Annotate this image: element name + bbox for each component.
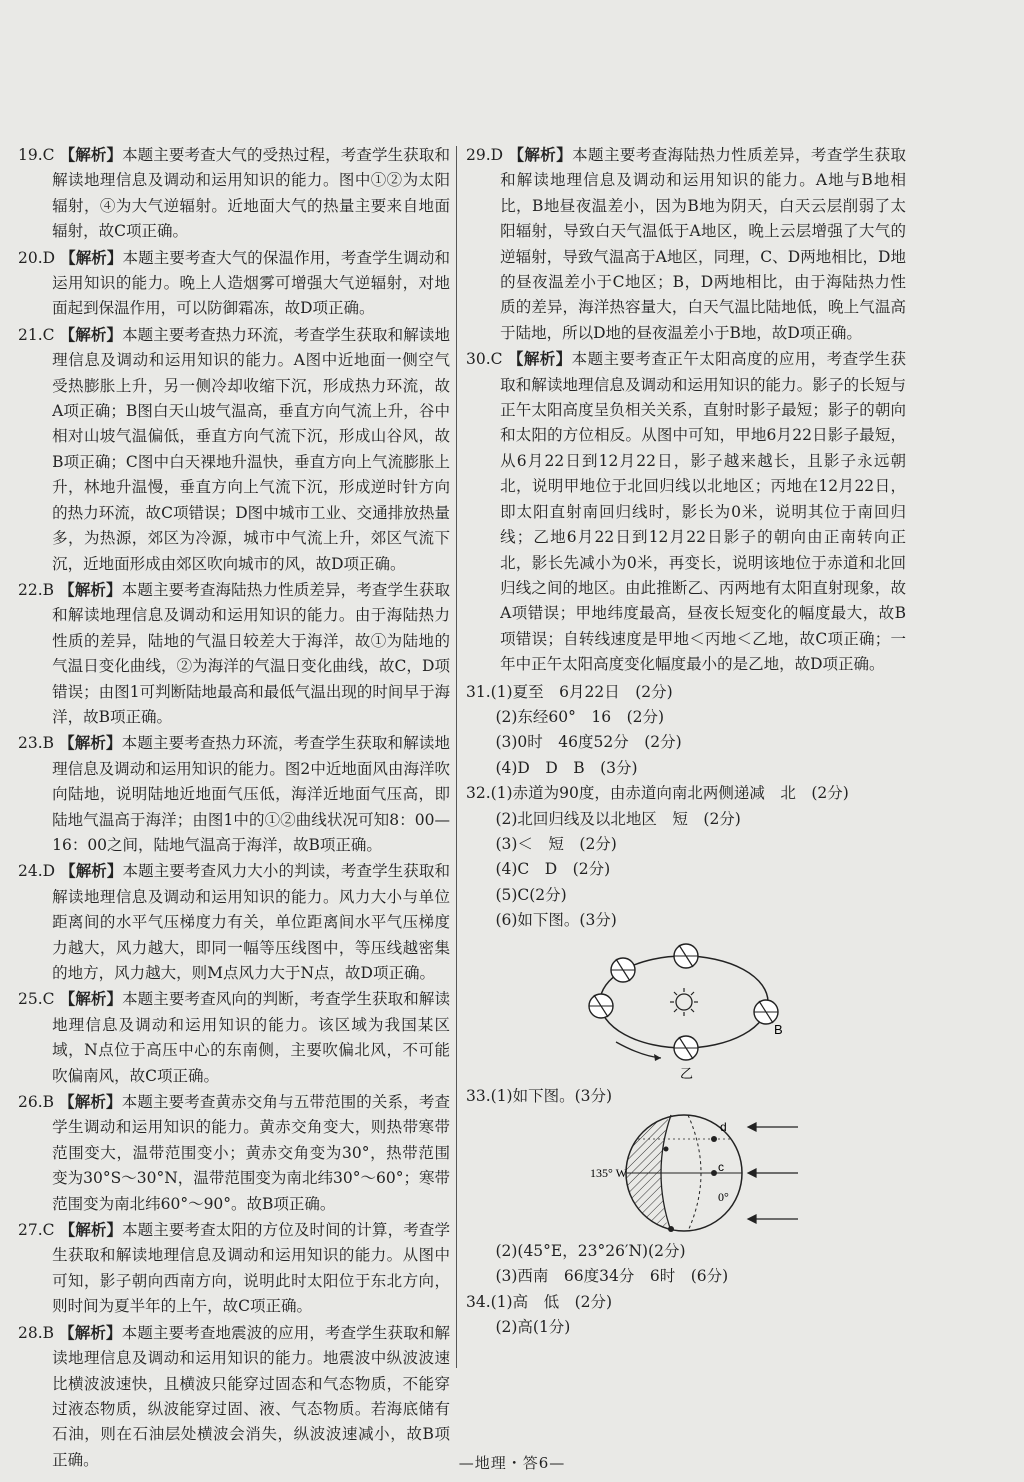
right-answer-list bbox=[466, 142, 906, 678]
column-divider bbox=[456, 146, 457, 1368]
answer-line: (4)C D (2分) bbox=[495, 860, 611, 879]
left-column bbox=[18, 142, 450, 1473]
question-number: 27.C bbox=[18, 1221, 55, 1240]
answer-item bbox=[18, 986, 450, 1089]
answer-32 bbox=[466, 781, 906, 933]
question-number: 29.D bbox=[466, 146, 504, 164]
answer-line: (2)(45°E，23°26′N)(2分) bbox=[495, 1242, 686, 1260]
sun-icon bbox=[670, 988, 698, 1016]
label-135w: 135° W bbox=[590, 1166, 627, 1180]
answer-item bbox=[18, 730, 450, 858]
analysis-text: 本题主要考查热力环流，考查学生获取和解读地理信息及调动和运用知识的能力。图2中近地面风由海洋吹向陆地，说明陆地近地面气压低，海洋近地面气压高，即陆地气温高于海洋；由图1中的①②曲线状况可知8：00—16：00之间，陆地气温高于海洋，故B项正确。 bbox=[52, 734, 450, 854]
earth-position-top-left-icon bbox=[611, 958, 635, 982]
answer-item bbox=[18, 1320, 450, 1473]
analysis-tag: 【解析】 bbox=[59, 1322, 122, 1342]
analysis-text: 本题主要考查风向的判断，考查学生获取和解读地理信息及调动和运用知识的能力。该区域为我国某区域，N点位于高压中心的东南侧，主要吹偏北风，不可能吹偏南风，故C项正确。 bbox=[52, 990, 450, 1085]
analysis-tag: 【解析】 bbox=[59, 733, 122, 753]
analysis-tag: 【解析】 bbox=[59, 1220, 123, 1240]
page-footer: —地理・答6— bbox=[458, 1454, 566, 1472]
answer-line: 32.(1)赤道为90度，由赤道向南北两侧递减 北 (2分) bbox=[466, 784, 849, 803]
analysis-tag: 【解析】 bbox=[59, 145, 123, 164]
analysis-tag: 【解析】 bbox=[59, 324, 123, 344]
answer-line: (2)北回归线及以北地区 短 (2分) bbox=[495, 809, 741, 828]
answer-line: (5)C(2分) bbox=[495, 885, 567, 904]
answer-line: 34.(1)高 低 (2分) bbox=[466, 1292, 613, 1311]
answer-item bbox=[466, 142, 906, 346]
answer-item bbox=[18, 322, 450, 577]
answer-line: (6)如下图。(3分) bbox=[495, 911, 617, 930]
left-answer-list bbox=[18, 142, 450, 1473]
analysis-text: 本题主要考查正午太阳高度的应用，考查学生获取和解读地理信息及调动和运用知识的能力。影子的长短与正午太阳高度呈负相关关系，直射时影子最短；影子的朝向和太阳的方位相反。从图中可知，甲地6月22日影子最短，从6月22日到12月22日，影子越来越长，且影子永远朝北，说明甲地位于北回归线以北地区；丙地在12月22日，即太阳直射南回归线时，影长为0米，说明其位于南回归线；乙地6月22日到12月22日影子的朝向由正南转向正北，影长先减小为0米，再变长，说明该地位于赤道和北回归线之间的地区。由此推断乙、丙两地有太阳直射现象，故A项错误；甲地纬度最高，昼夜长短变化的幅度最大，故B项错误；自转线速度是甲地＜丙地＜乙地，故C项正确；一年中正午太阳高度变化幅度最小的是乙地，故D项正确。 bbox=[500, 350, 906, 674]
analysis-tag: 【解析】 bbox=[60, 861, 123, 881]
label-d: d bbox=[720, 1120, 727, 1134]
answer-33-part2 bbox=[466, 1239, 906, 1290]
answer-31 bbox=[466, 680, 906, 782]
analysis-text: 本题主要考查海陆热力性质差异，考查学生获取和解读地理信息及调动和运用知识的能力。由于海陆热力性质的差异，陆地的气温日较差大于海洋，故①为陆地的气温日变化曲线，②为海洋的气温日变化曲线，故C，D项错误；由图1可判断陆地最高和最低气温出现的时间早于海洋，故B项正确。 bbox=[52, 580, 450, 726]
earth-position-yi-icon bbox=[674, 1036, 698, 1060]
earth-position-b-icon bbox=[754, 1000, 778, 1024]
analysis-tag: 【解析】 bbox=[59, 989, 123, 1009]
right-column bbox=[466, 142, 906, 1341]
analysis-text: 本题主要考查大气的保温作用，考查学生调动和运用知识的能力。晚上人造烟雾可增强大气逆辐射，对地面起到保温作用，可以防御霜冻，故D项正确。 bbox=[52, 248, 450, 318]
answer-line: 33.(1)如下图。(3分) bbox=[466, 1086, 613, 1105]
analysis-tag: 【解析】 bbox=[59, 1092, 122, 1112]
answer-line: (3)＜ 短 (2分) bbox=[495, 834, 617, 853]
answer-line: (4)D D B (3分) bbox=[495, 758, 638, 777]
answer-item bbox=[18, 142, 450, 245]
answer-line: 31.(1)夏至 6月22日 (2分) bbox=[466, 682, 673, 701]
question-number: 28.B bbox=[18, 1323, 55, 1342]
answer-item bbox=[18, 1217, 450, 1320]
analysis-tag: 【解析】 bbox=[60, 247, 123, 267]
globe-figure bbox=[466, 1109, 906, 1239]
answer-line: (3)0时 46度52分 (2分) bbox=[495, 733, 682, 752]
question-number: 24.D bbox=[18, 862, 56, 881]
answer-line: (2)高(1分) bbox=[495, 1318, 571, 1337]
question-number: 20.D bbox=[18, 248, 56, 267]
answer-line: (2)东经60° 16 (2分) bbox=[495, 707, 665, 726]
question-number: 19.C bbox=[18, 146, 55, 164]
analysis-text: 本题主要考查地震波的应用，考查学生获取和解读地理信息及调动和运用知识的能力。地震波中纵波波速比横波波速快，且横波只能穿过固态和气态物质，不能穿过液态物质，纵波能穿过固、液、气态物质。若海底储有石油，则在石油层处横波会消失，纵波波速减小，故B项正确。 bbox=[52, 1323, 450, 1469]
answer-item bbox=[18, 858, 450, 986]
analysis-tag: 【解析】 bbox=[508, 145, 573, 164]
answer-34 bbox=[466, 1290, 906, 1341]
orbit-diagram bbox=[466, 934, 906, 1084]
earth-position-left-icon bbox=[589, 994, 613, 1018]
analysis-tag: 【解析】 bbox=[59, 579, 122, 599]
label-b: B bbox=[774, 1021, 783, 1037]
question-number: 23.B bbox=[18, 734, 55, 753]
globe-diagram bbox=[466, 1109, 906, 1239]
answer-item bbox=[18, 1089, 450, 1217]
question-number: 30.C bbox=[466, 350, 503, 369]
analysis-tag: 【解析】 bbox=[507, 349, 572, 369]
answer-item bbox=[18, 577, 450, 730]
earth-orbit-figure bbox=[466, 934, 906, 1084]
sunlight-arrows-icon bbox=[748, 1123, 798, 1223]
answer-item bbox=[466, 346, 906, 677]
label-0: 0° bbox=[718, 1190, 729, 1204]
earth-position-top-right-icon bbox=[674, 944, 698, 968]
analysis-text: 本题主要考查太阳的方位及时间的计算，考查学生获取和解读地理信息及调动和运用知识的能力。从图中可知，影子朝向西南方向，说明此时太阳位于东北方向，则时间为夏半年的上午，故C项正确。 bbox=[52, 1221, 450, 1316]
question-number: 25.C bbox=[18, 990, 55, 1009]
question-number: 26.B bbox=[18, 1093, 55, 1112]
analysis-text: 本题主要考查海陆热力性质差异，考查学生获取和解读地理信息及调动和运用知识的能力。A地与B地相比，B地昼夜温差小，因为B地为阴天，白天云层削弱了太阳辐射，导致白天气温低于A地区，晚上云层增强了大气的逆辐射，导致气温高于A地区，同理，C、D两地相比，D地的昼夜温差小于C地区；B，D两地相比，由于海陆热力性质的差异，海洋热容量大，白天气温比陆地低，晚上气温高于陆地，所以D地的昼夜温差小于B地，故D项正确。 bbox=[500, 146, 906, 342]
analysis-text: 本题主要考查黄赤交角与五带范围的关系，考查学生调动和运用知识的能力。黄赤交角变大，则热带寒带范围变大，温带范围变小；黄赤交角变为30°，热带范围变为30°S～30°N，温带范围变为南北纬30°～60°；寒带范围变为南北纬60°～90°。故B项正确。 bbox=[52, 1093, 450, 1213]
analysis-text: 本题主要考查热力环流，考查学生获取和解读地理信息及调动和运用知识的能力。A图中近地面一侧空气受热膨胀上升，另一侧冷却收缩下沉，形成热力环流，故A项正确；B图白天山坡气温高，垂直方向气流上升，谷中相对山坡气温偏低，垂直方向气流下沉，形成山谷风，故B项正确；C图中白天裸地升温快，垂直方向上气流膨胀上升，林地升温慢，垂直方向上气流下沉，形成逆时针方向的热力环流，故C项错误；D图中城市工业、交通排放热量多，为热源，郊区为冷源，城市中气流上升，郊区气流下沉，近地面形成由郊区吹向城市的风，故D项正确。 bbox=[52, 325, 450, 573]
answer-line: (3)西南 66度34分 6时 (6分) bbox=[495, 1267, 729, 1286]
answer-item bbox=[18, 245, 450, 322]
label-yi: 乙 bbox=[680, 1065, 694, 1081]
label-c: c bbox=[718, 1160, 724, 1174]
answer-33-part1 bbox=[466, 1084, 906, 1109]
analysis-text: 本题主要考查大气的受热过程，考查学生获取和解读地理信息及调动和运用知识的能力。图中①②为太阳辐射，④为大气逆辐射。近地面大气的热量主要来自地面辐射，故C项正确。 bbox=[52, 146, 450, 241]
question-number: 21.C bbox=[18, 325, 55, 344]
analysis-text: 本题主要考查风力大小的判读，考查学生获取和解读地理信息及调动和运用知识的能力。风力大小与单位距离间的水平气压梯度力有关，单位距离间水平气压梯度力越大，风力越大，即同一幅等压线图中，等压线越密集的地方，风力越大，则M点风力大于N点，故D项正确。 bbox=[52, 862, 450, 982]
question-number: 22.B bbox=[18, 580, 55, 599]
